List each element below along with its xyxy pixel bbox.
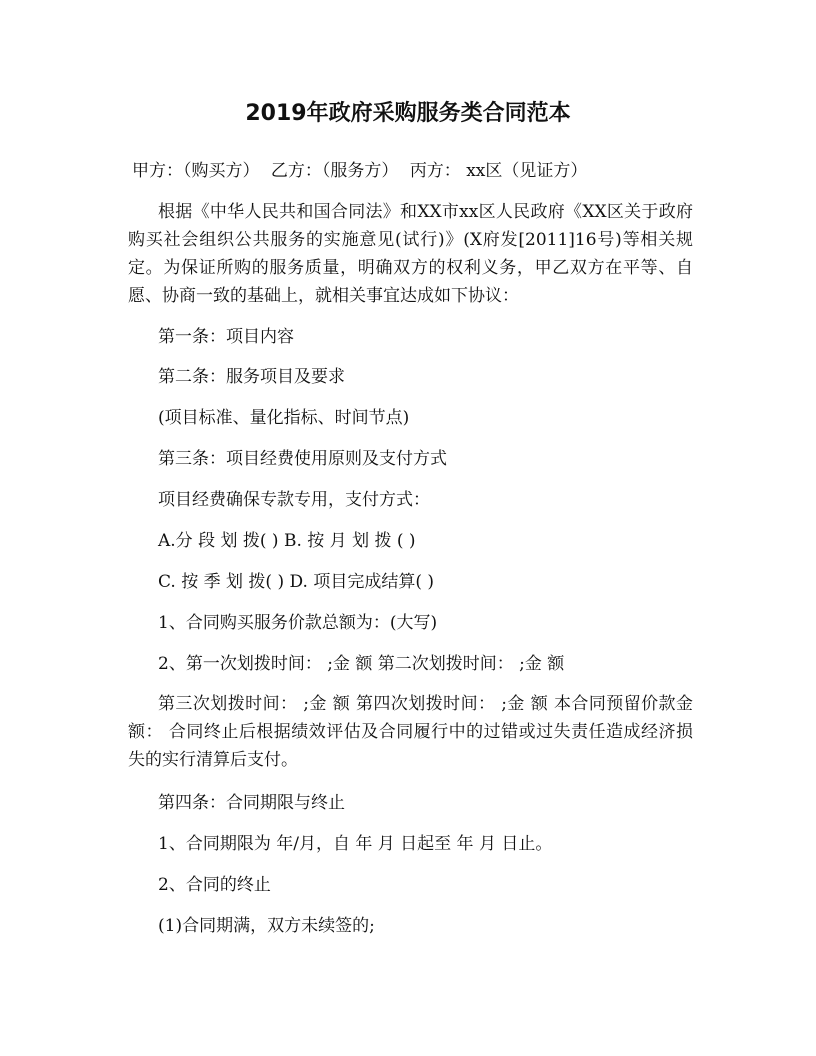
party-b: 乙方：（服务方）	[270, 161, 399, 181]
article-3-heading: 第三条：项目经费使用原则及支付方式	[158, 449, 447, 469]
contract-term-line: 1、合同期限为 年/月，自 年 月 日起至 年 月 日止。	[158, 834, 553, 854]
article-2-note: (项目标准、量化指标、时间节点)	[158, 408, 410, 428]
payment-options-cd: C. 按 季 划 拨( ) D. 项目完成结算( )	[158, 572, 434, 592]
article-2-heading: 第二条：服务项目及要求	[158, 367, 345, 387]
article-1-heading: 第一条：项目内容	[158, 327, 294, 347]
party-a: 甲方：（购买方）	[132, 161, 260, 181]
funding-line: 项目经费确保专款专用，支付方式：	[158, 490, 430, 510]
parties-line	[132, 157, 697, 185]
payment-options-ab: A.分 段 划 拨( ) B. 按 月 划 拨 ( )	[158, 531, 416, 551]
party-c: 丙方： xx区（见证方）	[409, 161, 588, 181]
contract-termination-heading: 2、合同的终止	[158, 875, 271, 895]
termination-item-1: (1)合同期满，双方未续签的;	[158, 916, 375, 936]
document-title: 2019年政府采购服务类合同范本	[245, 101, 571, 126]
intro-paragraph: 根据《中华人民共和国合同法》和XX市xx区人民政府《XX区关于政府购买社会组织公共服务的实施意见(试行)》(X府发[2011]16号)等相关规定。为保证所购的服务质量，明确双方的权利义务，甲乙双方在平等、自愿、协商一致的基础上，就相关事宜达成如下协议：	[128, 202, 693, 306]
disbursement-line-1: 2、第一次划拨时间： ;金 额 第二次划拨时间： ;金 额	[158, 654, 565, 674]
disbursement-paragraph: 第三次划拨时间： ;金 额 第四次划拨时间： ;金 额 本合同预留价款金额： 合同终止后根据绩效评估及合同履行中的过错或过失责任造成经济损失的实行清算后支付。	[128, 694, 693, 770]
article-4-heading: 第四条：合同期限与终止	[158, 793, 345, 813]
total-price-line: 1、合同购买服务价款总额为：(大写)	[158, 613, 438, 633]
